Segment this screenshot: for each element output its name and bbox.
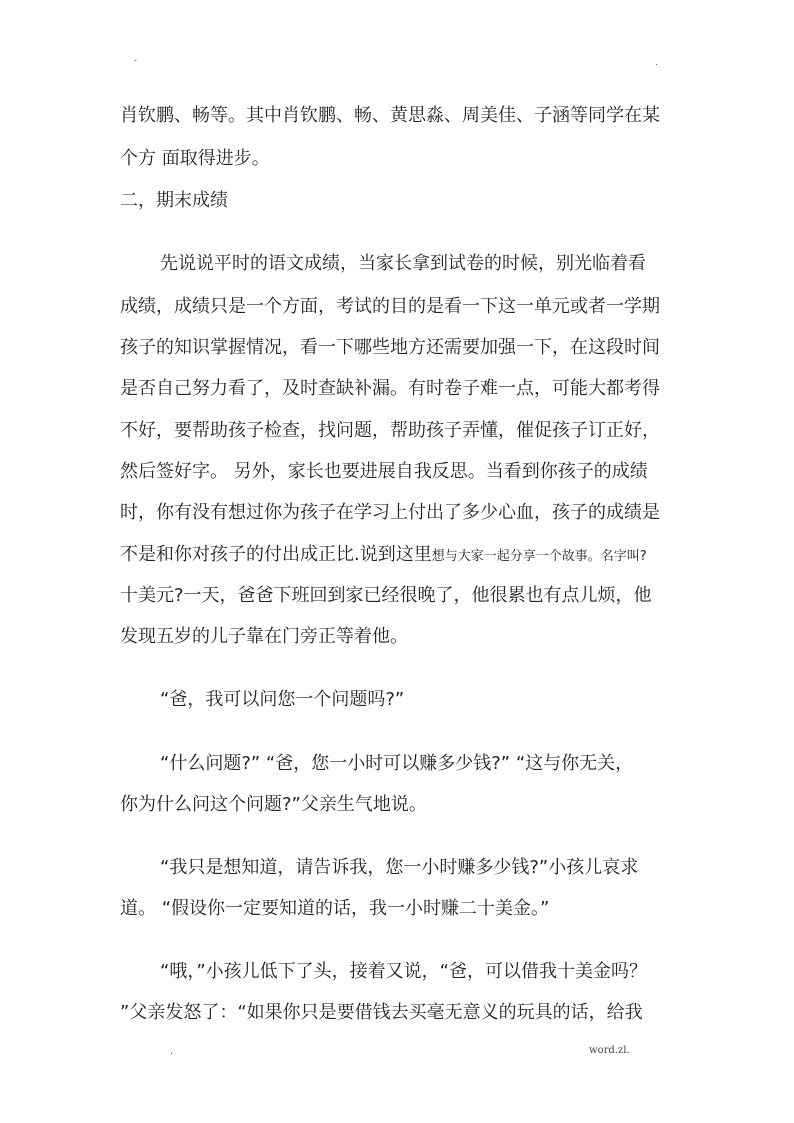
header-left-mark: - <box>134 56 138 66</box>
text-line: 孩子的知识掌握情况，看一下哪些地方还需要加强一下，在这段时间 <box>120 337 660 358</box>
text-line: ”父亲发怒了：“如果你只是要借钱去买毫无意义的玩具的话，给我 <box>120 1002 643 1023</box>
text-line: 肖钦鹏、畅等。其中肖钦鹏、畅、黄思淼、周美佳、子涵等同学在某 <box>120 105 660 126</box>
dialogue-line: “我只是想知道，请告诉我，您一小时赚多少钱?”小孩儿哀求 <box>160 857 639 878</box>
footer-text: word.zl. <box>589 1045 630 1056</box>
dialogue-line: “爸，我可以问您一个问题吗?” <box>160 689 405 710</box>
text-line: 不好，要帮助孩子检查，找问题，帮助孩子弄懂，催促孩子订正好， <box>120 420 660 441</box>
text-line: 十美元?一天，爸爸下班回到家已经很晚了，他很累也有点儿烦，他 <box>120 585 652 606</box>
footer-left-mark: . <box>170 1046 174 1057</box>
text-line: 是否自己努力看了，及时查缺补漏。有时卷子难一点，可能大都考得 <box>120 378 660 399</box>
text-line: 你为什么问这个问题?”父亲生气地说。 <box>120 794 427 815</box>
text-line: 然后签好字。 另外，家长也要进展自我反思。当看到你孩子的成绩 <box>120 461 648 482</box>
section-heading: 二，期末成绩 <box>120 190 228 211</box>
header-right-mark: . <box>655 58 658 68</box>
text-line: 道。 “假设你一定要知道的话，我一小时赚二十美金。” <box>120 898 550 919</box>
text-line: 不是和你对孩子的付出成正比.说到这里 <box>120 544 432 565</box>
text-line: 个方 面取得进步。 <box>120 148 270 169</box>
paragraph-start-line: 先说说平时的语文成绩，当家长拿到试卷的时候，别光临着看 <box>160 253 646 274</box>
inline-small-text: 想与大家一起分享一个故事。名字叫? <box>431 549 647 564</box>
text-line-mixed <box>120 543 647 569</box>
dialogue-line: “什么问题?” “爸，您一小时可以赚多少钱?” “这与你无关， <box>160 753 634 774</box>
text-line: 成绩，成绩只是一个方面，考试的目的是看一下这一单元或者一学期 <box>120 296 660 317</box>
text-line: 时，你有没有想过你为孩子在学习上付出了多少心血，孩子的成绩是 <box>120 502 660 523</box>
text-line: 发现五岁的儿子靠在门旁正等着他。 <box>120 626 408 647</box>
dialogue-line: “哦，”小孩儿低下了头，接着又说，“爸，可以借我十美金吗？ <box>160 961 647 982</box>
